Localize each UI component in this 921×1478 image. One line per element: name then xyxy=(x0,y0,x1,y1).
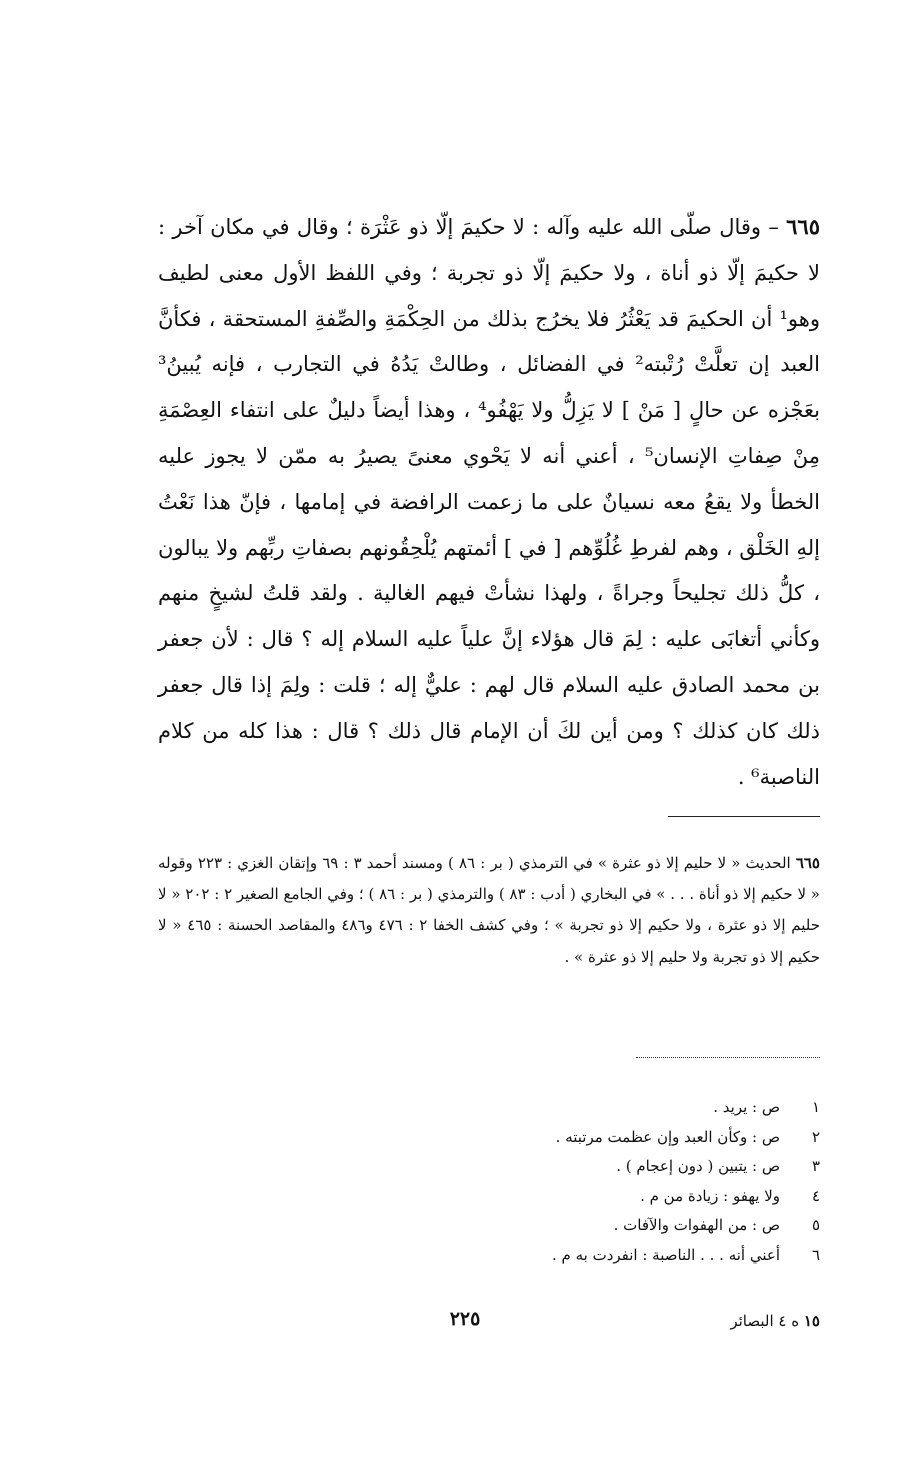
footnote-divider xyxy=(668,816,820,817)
variant-note-number: ٤ xyxy=(811,1186,820,1205)
variant-note-text: ص : وكأن العبد وإن عظمت مرتبته . xyxy=(555,1127,780,1146)
variant-note xyxy=(430,1211,820,1241)
variant-note-text: ولا يهفو : زيادة من م . xyxy=(640,1186,780,1205)
source-footnote xyxy=(158,848,820,973)
entry-number: ٦٦٥ xyxy=(786,214,820,239)
variant-note-number: ٣ xyxy=(811,1157,820,1176)
main-paragraph xyxy=(158,204,820,800)
variant-notes xyxy=(430,1093,820,1271)
variant-note xyxy=(430,1093,820,1123)
entry-text: – وقال صلّى الله عليه وآله : لا حكيمَ إلّا ذو عَثْرَة ؛ وقال في مكان آخر : لا حكيمَ إلّا ذو أناة ، ولا حكيمَ إلّا ذو تجربة ؛ وفي اللفظ الأول معنى لطيف وهو¹ أن الحكيمَ قد يَعْثُرُ فلا يخرُج بذلك من الحِكْمَةِ والصِّفةِ المستحقة ، فكأنَّ العبد إن تعلَّتْ رُتْبته² في الفضائل ، وطالتْ يَدُهُ في التجارب ، فإنه يُبينُ³ بعَجْزه عن حالٍ [ مَنْ ] لا يَزِلُّ ولا يَهْفُو⁴ ، وهذا أيضاً دليلٌ على انتفاء العِصْمَةِ مِنْ صِفاتِ الإنسان⁵ ، أعني أنه لا يَحْوي معنىً يصيرُ به ممّن لا يجوز عليه الخطأ ولا يقعُ معه نسيانٌ على ما زعمت الرافضة في إمامها ، فإنّ هذا نَعْتُ إلهِ الخَلْق ، وهم لفرطِ غُلُوِّهم [ في ] أئمتهم يُلْحِقُونهم بصفاتِ ربِّهم ولا يبالون ، كلُّ ذلك تجليحاً وجراةً ، ولهذا نشأتْ فيهم الغالية . ولقد قلتُ لشيخٍ منهم وكأني أتغابَى عليه : لِمَ قال هؤلاء إنَّ علياً عليه السلام إله ؟ قال : لأن جعفر بن محمد الصادق عليه السلام قال لهم : عليٌّ إله ؛ قلت : ولِمَ إذا قال جعفر ذلك كان كذلك ؟ ومن أين لكَ أن الإمام قال ذلك ؟ قال : هذا كله من كلام الناصبة⁶ . xyxy=(158,215,821,789)
variant-note-number: ٢ xyxy=(811,1127,820,1146)
source-footnote-number: ٦٦٥ xyxy=(795,854,820,872)
printer-signature xyxy=(640,1312,820,1330)
variant-note-number: ٦ xyxy=(811,1245,820,1264)
signature-title: ٤ البصائر xyxy=(730,1312,787,1330)
variant-note-text: أعني أنه . . . الناصبة : انفردت به م . xyxy=(552,1245,780,1264)
variant-note xyxy=(430,1123,820,1153)
variant-note-text: ص : يتبين ( دون إعجام ) . xyxy=(616,1157,780,1176)
variant-note-number: ٥ xyxy=(811,1216,820,1235)
variant-note-number: ١ xyxy=(811,1098,820,1116)
source-footnote-text: الحديث « لا حليم إلا ذو عثرة » في الترمذي ( بر : ٨٦ ) ومسند أحمد ٣ : ٦٩ وإتقان الغزي : ٢٢٣ وقوله « لا حكيم إلا ذو أناة . . . » في البخاري ( أدب : ٨٣ ) والترمذي ( بر : ٨٦ ) ؛ وفي الجامع الصغير ٢ : ٢٠٢ « لا حليم إلا ذو عثرة ، ولا حكيم إلا ذو تجربة » ؛ وفي كشف الخفا ٢ : ٤٧٦ و٤٨٦ والمقاصد الحسنة : ٤٦٥ « لا حكيم إلا ذو تجربة ولا حليم إلا ذو عثرة » . xyxy=(158,854,821,966)
variant-note xyxy=(430,1241,820,1271)
variant-note xyxy=(430,1182,820,1212)
signature-separator: ه xyxy=(791,1312,800,1330)
variant-note-text: ص : من الهفوات والآفات . xyxy=(613,1216,780,1235)
signature-number: ١٥ xyxy=(803,1312,820,1330)
variant-note xyxy=(430,1152,820,1182)
variant-note-text: ص : يريد . xyxy=(713,1098,780,1116)
dotted-separator xyxy=(636,1057,820,1058)
page-number: ٢٢٥ xyxy=(449,1308,481,1330)
